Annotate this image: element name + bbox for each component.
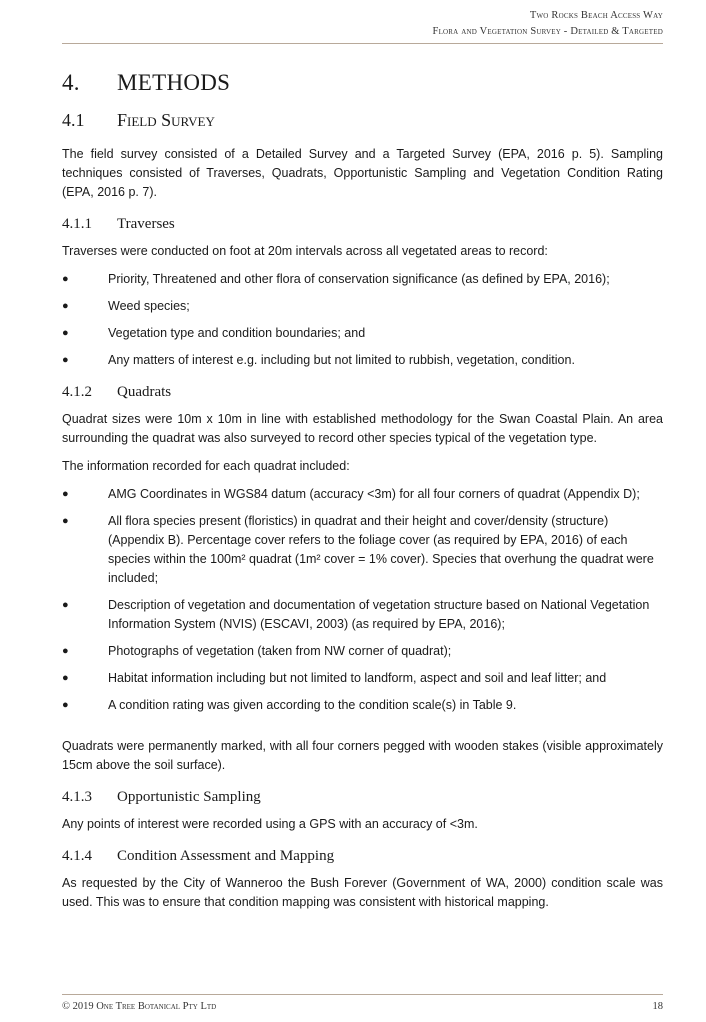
quadrats-paragraph: Quadrat sizes were 10m x 10m in line with established methodology for the Swan Coastal Plain. An area surrounding the quadrat was also surveyed to record other species typical of the vegetation type. [62, 412, 663, 445]
section-number: 4. [62, 70, 80, 95]
footer-divider [62, 994, 663, 995]
subsection-heading-4-1 [62, 110, 663, 131]
subsection-number: 4.1.4 [62, 848, 92, 864]
subsection-number: 4.1.3 [62, 789, 92, 805]
list-item: ● All flora species present (floristics) in quadrat and their height and cover/density (structure) (Appendix B). Percentage cover refers to the foliage cover (as required by EPA, 2016) of each species within the 100m² quadrat (1m² cover = 1% cover). Species that overhung the quadrat were included; [62, 512, 663, 588]
subsection-title: Opportunistic Sampling [117, 789, 261, 805]
list-item: ● A condition rating was given according to the condition scale(s) in Table 9. [62, 696, 663, 715]
quadrats-bullet-list [62, 485, 663, 715]
subsection-heading-4-1-4 [62, 848, 663, 865]
bullet-icon: ● [62, 327, 69, 339]
list-item: ● Photographs of vegetation (taken from NW corner of quadrat); [62, 642, 663, 661]
footer-copyright: © 2019 One Tree Botanical Pty Ltd [62, 1001, 217, 1012]
subsection-title: Quadrats [117, 384, 172, 400]
bullet-icon: ● [62, 273, 69, 285]
subsection-title: Traverses [117, 216, 175, 232]
list-item: ● Vegetation type and condition boundaries; and [62, 324, 663, 343]
traverses-bullet-list [62, 270, 663, 370]
header-divider [62, 43, 663, 44]
subsection-heading-4-1-2 [62, 384, 663, 401]
list-item: ● Any matters of interest e.g. including but not limited to rubbish, vegetation, condition. [62, 351, 663, 370]
spacer [62, 723, 663, 737]
opportunistic-sampling-paragraph: Any points of interest were recorded using a GPS with an accuracy of <3m. [62, 817, 478, 831]
page-number: 18 [652, 1001, 663, 1012]
section-heading [62, 70, 663, 96]
list-item: ● Habitat information including but not limited to landform, aspect and soil and leaf litter; and [62, 669, 663, 688]
field-survey-paragraph: The field survey consisted of a Detailed Survey and a Targeted Survey (EPA, 2016 p. 5). Sampling techniques consisted of Traverses, Quadrats, Opportunistic Sampling and Vegetation Condition Rating (EPA, 2016 p. 7). [62, 147, 663, 199]
quadrats-marking-paragraph: Quadrats were permanently marked, with all four corners pegged with wooden stakes (visible approximately 15cm above the soil surface). [62, 739, 663, 772]
header-document-subtitle: Flora and Vegetation Survey - Detailed & Targeted [432, 26, 663, 37]
subsection-number: 4.1.2 [62, 384, 92, 400]
page-footer [62, 1000, 663, 1014]
subsection-heading-4-1-1 [62, 216, 663, 233]
traverses-intro: Traverses were conducted on foot at 20m intervals across all vegetated areas to record: [62, 244, 548, 258]
bullet-icon: ● [62, 488, 69, 500]
bullet-icon: ● [62, 300, 69, 312]
subsection-number: 4.1.1 [62, 216, 92, 232]
header-document-title: Two Rocks Beach Access Way [529, 10, 663, 21]
list-item: ● Weed species; [62, 297, 663, 316]
page-content [62, 70, 663, 921]
list-item: ● AMG Coordinates in WGS84 datum (accuracy <3m) for all four corners of quadrat (Appendix D); [62, 485, 663, 504]
bullet-icon: ● [62, 645, 69, 657]
bullet-icon: ● [62, 672, 69, 684]
bullet-icon: ● [62, 354, 69, 366]
section-title: METHODS [117, 70, 231, 95]
subsection-title: Field Survey [117, 110, 215, 130]
list-item: ● Priority, Threatened and other flora of conservation significance (as defined by EPA, 2016); [62, 270, 663, 289]
bullet-icon: ● [62, 599, 69, 611]
page-header [62, 8, 663, 40]
quadrats-info-intro: The information recorded for each quadrat included: [62, 459, 350, 473]
subsection-heading-4-1-3 [62, 789, 663, 806]
condition-assessment-paragraph: As requested by the City of Wanneroo the Bush Forever (Government of WA, 2000) condition scale was used. This was to ensure that condition mapping was consistent with historical mapping. [62, 876, 663, 909]
subsection-number: 4.1 [62, 110, 85, 130]
bullet-icon: ● [62, 515, 69, 527]
bullet-icon: ● [62, 699, 69, 711]
list-item: ● Description of vegetation and documentation of vegetation structure based on National Vegetation Information System (NVIS) (ESCAVI, 2003) (as required by EPA, 2016); [62, 596, 663, 634]
subsection-title: Condition Assessment and Mapping [117, 848, 335, 864]
